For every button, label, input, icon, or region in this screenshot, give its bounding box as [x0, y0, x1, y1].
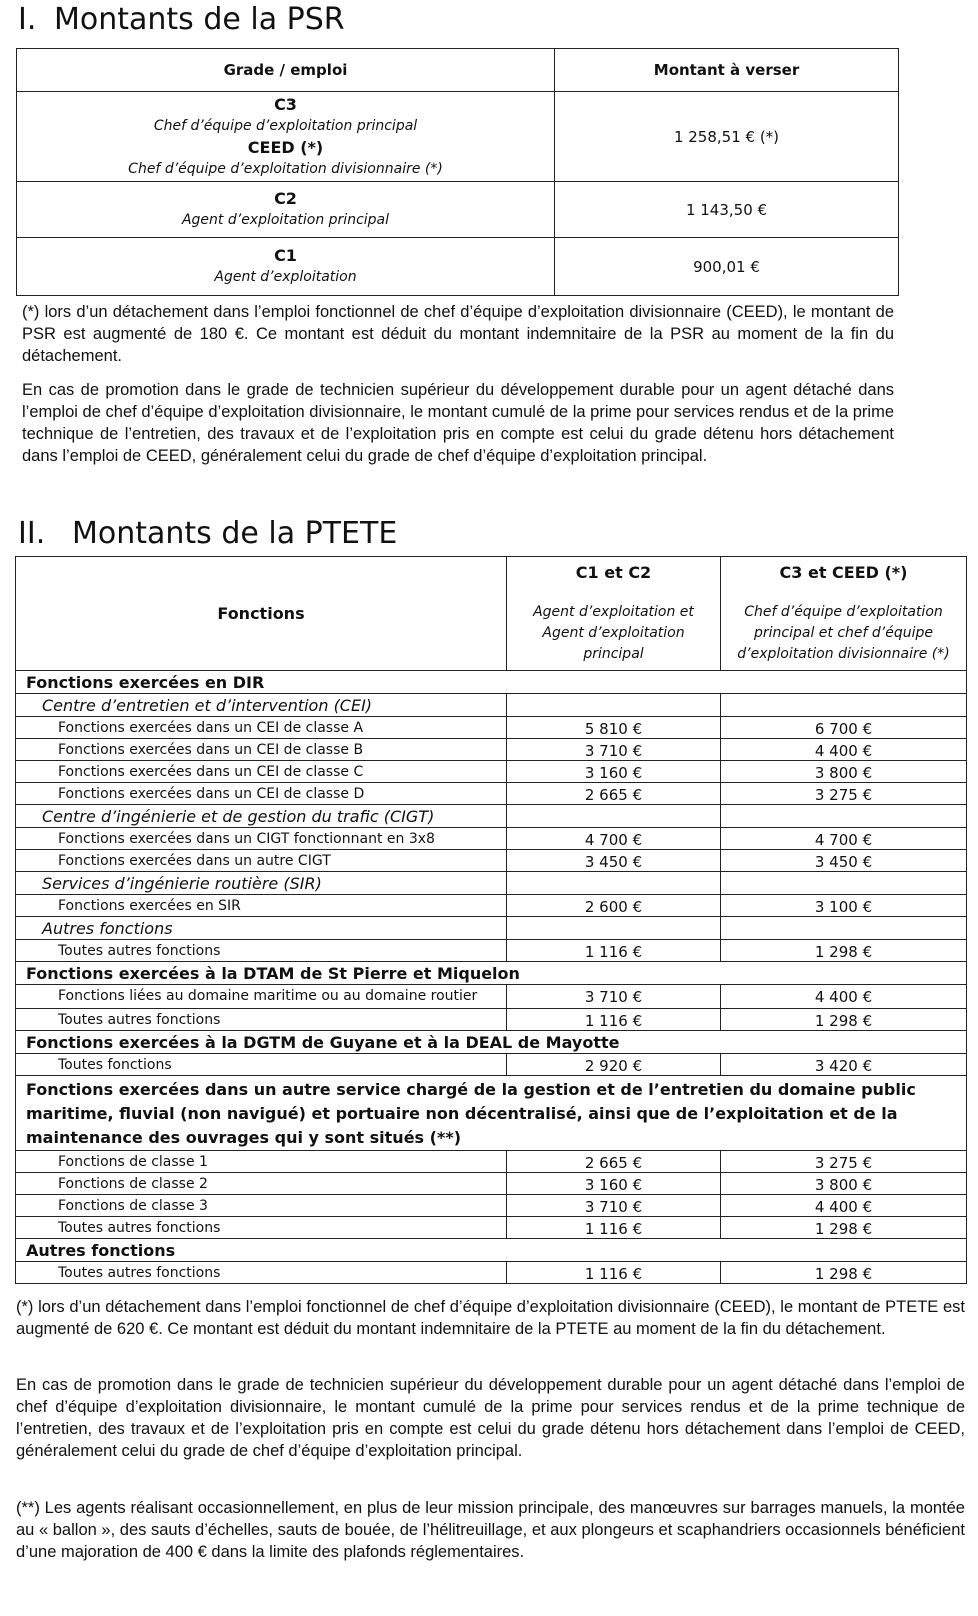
subcategory-row — [16, 805, 967, 828]
amount-c1c2: 3 710 € — [507, 739, 721, 761]
amount-c1c2: 3 450 € — [507, 850, 721, 872]
category-row — [16, 1239, 967, 1262]
table-row — [16, 783, 967, 805]
grade-code: C1 — [274, 246, 297, 265]
amount-c3ceed: 3 800 € — [721, 1173, 967, 1195]
amount-c3ceed: 1 298 € — [721, 940, 967, 962]
table-row — [16, 1262, 967, 1284]
ptete-header-c3ceed — [721, 557, 967, 671]
ptete-header-fonctions — [16, 557, 507, 671]
section-title: Montants de la PSR — [54, 2, 345, 37]
table-row — [16, 1173, 967, 1195]
amount-c1c2: 3 160 € — [507, 1173, 721, 1195]
table-row — [16, 739, 967, 761]
amount-c3ceed: 4 700 € — [721, 828, 967, 850]
psr-grade-cell — [17, 92, 555, 182]
psr-amount-cell: 1 258,51 € (*) — [555, 92, 899, 182]
amount-c3ceed: 3 100 € — [721, 895, 967, 917]
psr-amount-cell: 900,01 € — [555, 238, 899, 296]
amount-c1c2: 2 920 € — [507, 1054, 721, 1076]
amount-c3ceed: 6 700 € — [721, 717, 967, 739]
subcategory-label: Centre d’ingénierie et de gestion du trafic (CIGT) — [16, 805, 507, 828]
amount-c3ceed: 3 450 € — [721, 850, 967, 872]
section-title: Montants de la PTETE — [72, 516, 398, 551]
empty-cell — [721, 694, 967, 717]
function-label: Fonctions exercées dans un CEI de classe C — [16, 761, 507, 783]
amount-c1c2: 2 665 € — [507, 1151, 721, 1173]
empty-cell — [507, 917, 721, 940]
amount-c1c2: 2 600 € — [507, 895, 721, 917]
subcategory-row — [16, 872, 967, 895]
amount-c3ceed: 1 298 € — [721, 1217, 967, 1239]
ptete-double-asterisk-note: (**) Les agents réalisant occasionnellement, en plus de leur mission principale, des manœuvres sur barrages manuels, la montée au « ballon », des sauts d’échelles, sauts de bouée, de l’hélitreuillage, et aux plongeurs et scaphandriers occasionnels bénéficient d’une majoration de 400 € dans la limite des plafonds réglementaires. — [16, 1499, 965, 1561]
section-heading-ptete — [18, 516, 397, 552]
table-row — [16, 940, 967, 962]
amount-c1c2: 1 116 € — [507, 1217, 721, 1239]
table-row — [16, 828, 967, 850]
psr-table — [16, 48, 899, 296]
subcategory-label: Services d’ingénierie routière (SIR) — [16, 872, 507, 895]
function-label: Toutes fonctions — [16, 1054, 507, 1076]
grade-name: Chef d’équipe d’exploitation divisionnaire (*) — [128, 160, 443, 177]
category-label: Fonctions exercées dans un autre service chargé de la gestion et de l’entretien du domaine public maritime, fluvial (non navigué) et portuaire non décentralisé, ainsi que de l’exploitation et de la maintenance des ouvrages qui y sont situés (**) — [16, 1076, 967, 1151]
grade-name: Agent d’exploitation principal — [181, 212, 390, 228]
psr-amount-cell: 1 143,50 € — [555, 182, 899, 238]
category-label: Autres fonctions — [16, 1239, 967, 1262]
grade-code: C3 — [274, 94, 297, 114]
header-subtitle: Chef d’équipe d’exploitation principal et chef d’équipe d’exploitation divisionnaire (*) — [737, 604, 950, 662]
function-label: Toutes autres fonctions — [16, 1009, 507, 1031]
function-label: Fonctions liées au domaine maritime ou au domaine routier — [16, 985, 507, 1009]
ptete-promotion-note: En cas de promotion dans le grade de technicien supérieur du développement durable pour un agent détaché dans l’emploi de chef d’équipe d’exploitation divisionnaire, le montant cumulé de la prime pour services rendus et de la prime technique de l’entretien, des travaux et de l’exploitation pris en compte est celui du grade détenu hors détachement dans l’emploi de CEED, généralement celui du grade de chef d’équipe d’exploitation principal. — [16, 1376, 965, 1460]
empty-cell — [507, 694, 721, 717]
table-row — [16, 717, 967, 739]
psr-row — [17, 92, 899, 182]
table-row — [16, 1151, 967, 1173]
psr-row — [17, 238, 899, 296]
function-label: Fonctions exercées en SIR — [16, 895, 507, 917]
psr-footnote: (*) lors d’un détachement dans l’emploi fonctionnel de chef d’équipe d’exploitation divisionnaire (CEED), le montant de PSR est augmenté de 180 €. Ce montant est déduit du montant indemnitaire de la PSR au moment de la fin du détachement. — [22, 303, 894, 365]
header-subtitle: Agent d’exploitation et Agent d’exploitation principal — [533, 604, 694, 662]
category-row — [16, 962, 967, 985]
amount-c3ceed: 4 400 € — [721, 1195, 967, 1217]
amount-c1c2: 1 116 € — [507, 1262, 721, 1284]
ptete-header-c1c2 — [507, 557, 721, 671]
section-heading-psr — [18, 2, 345, 38]
table-row — [16, 1195, 967, 1217]
category-row — [16, 671, 967, 694]
amount-c3ceed: 3 275 € — [721, 783, 967, 805]
section-number: II. — [18, 516, 46, 551]
amount-c1c2: 3 710 € — [507, 1195, 721, 1217]
empty-cell — [721, 872, 967, 895]
table-row — [16, 1217, 967, 1239]
subcategory-label: Autres fonctions — [16, 917, 507, 940]
table-row — [16, 985, 967, 1009]
function-label: Toutes autres fonctions — [16, 1262, 507, 1284]
function-label: Fonctions de classe 2 — [16, 1173, 507, 1195]
section-number: I. — [18, 2, 37, 37]
psr-header-grade: Grade / emploi — [17, 49, 555, 92]
empty-cell — [721, 805, 967, 828]
table-row — [16, 895, 967, 917]
subcategory-row — [16, 694, 967, 717]
empty-cell — [507, 805, 721, 828]
ptete-footnote: (*) lors d’un détachement dans l’emploi fonctionnel de chef d’équipe d’exploitation divisionnaire (CEED), le montant de PTETE est augmenté de 620 €. Ce montant est déduit du montant indemnitaire de la PTETE au moment de la fin du détachement. — [16, 1298, 965, 1338]
category-label: Fonctions exercées en DIR — [16, 671, 967, 694]
grade-code: C2 — [274, 189, 297, 208]
amount-c3ceed: 4 400 € — [721, 985, 967, 1009]
amount-c1c2: 1 116 € — [507, 940, 721, 962]
psr-promotion-note: En cas de promotion dans le grade de technicien supérieur du développement durable pour un agent détaché dans l’emploi de chef d’équipe d’exploitation divisionnaire, le montant cumulé de la prime pour services rendus et de la prime technique de l’entretien, des travaux et de l’exploitation pris en compte est celui du grade détenu hors détachement dans l’emploi de CEED, généralement celui du grade de chef d’équipe d’exploitation principal. — [22, 381, 894, 465]
psr-grade-cell — [17, 238, 555, 296]
category-row — [16, 1031, 967, 1054]
amount-c1c2: 3 710 € — [507, 985, 721, 1009]
table-row — [16, 761, 967, 783]
amount-c1c2: 5 810 € — [507, 717, 721, 739]
table-row — [16, 1054, 967, 1076]
category-label: Fonctions exercées à la DTAM de St Pierre et Miquelon — [16, 962, 967, 985]
header-title: Fonctions — [217, 604, 305, 623]
ptete-table — [15, 556, 967, 1284]
amount-c1c2: 2 665 € — [507, 783, 721, 805]
amount-c1c2: 1 116 € — [507, 1009, 721, 1031]
psr-grade-cell — [17, 182, 555, 238]
category-row — [16, 1076, 967, 1151]
psr-header-amount: Montant à verser — [555, 49, 899, 92]
grade-name: Agent d’exploitation — [214, 269, 357, 285]
amount-c3ceed: 1 298 € — [721, 1262, 967, 1284]
table-row — [16, 850, 967, 872]
empty-cell — [721, 917, 967, 940]
psr-table-body — [17, 92, 899, 296]
ptete-table-body — [16, 671, 967, 1284]
function-label: Fonctions exercées dans un autre CIGT — [16, 850, 507, 872]
psr-row — [17, 182, 899, 238]
function-label: Fonctions exercées dans un CIGT fonctionnant en 3x8 — [16, 828, 507, 850]
amount-c1c2: 4 700 € — [507, 828, 721, 850]
function-label: Fonctions de classe 1 — [16, 1151, 507, 1173]
header-title: C1 et C2 — [575, 563, 652, 582]
function-label: Toutes autres fonctions — [16, 940, 507, 962]
function-label: Fonctions exercées dans un CEI de classe D — [16, 783, 507, 805]
amount-c3ceed: 4 400 € — [721, 739, 967, 761]
subcategory-row — [16, 917, 967, 940]
amount-c3ceed: 3 275 € — [721, 1151, 967, 1173]
amount-c3ceed: 3 800 € — [721, 761, 967, 783]
header-title: C3 et CEED (*) — [779, 563, 908, 582]
function-label: Toutes autres fonctions — [16, 1217, 507, 1239]
function-label: Fonctions exercées dans un CEI de classe B — [16, 739, 507, 761]
grade-code: CEED (*) — [247, 137, 324, 157]
table-row — [16, 1009, 967, 1031]
function-label: Fonctions de classe 3 — [16, 1195, 507, 1217]
grade-name: Chef d’équipe d’exploitation principal — [153, 117, 418, 134]
amount-c3ceed: 1 298 € — [721, 1009, 967, 1031]
function-label: Fonctions exercées dans un CEI de classe A — [16, 717, 507, 739]
subcategory-label: Centre d’entretien et d’intervention (CEI) — [16, 694, 507, 717]
empty-cell — [507, 872, 721, 895]
amount-c3ceed: 3 420 € — [721, 1054, 967, 1076]
category-label: Fonctions exercées à la DGTM de Guyane et à la DEAL de Mayotte — [16, 1031, 967, 1054]
amount-c1c2: 3 160 € — [507, 761, 721, 783]
